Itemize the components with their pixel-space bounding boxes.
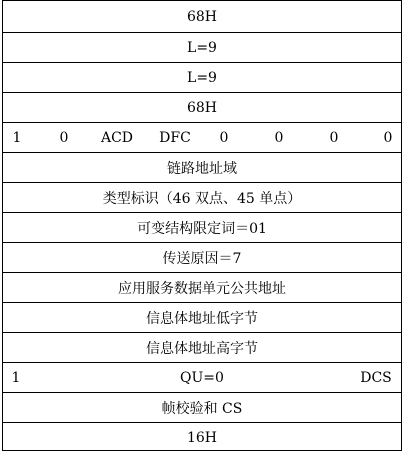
control-bit-6: 0: [274, 129, 284, 146]
control-bit-dfc: DFC: [159, 129, 191, 146]
qu-row-bit: 1: [11, 369, 21, 386]
table-row-cot: [3, 242, 401, 272]
asdu-address-label: 应用服务数据单元公共地址: [118, 280, 286, 297]
control-bit-5: 0: [219, 129, 229, 146]
type-id-label: 类型标识（46 双点、45 单点）: [102, 190, 302, 207]
table-row-link-address: [3, 152, 401, 182]
table-row-start-byte-2: [3, 92, 401, 122]
table-row-asdu-address: [3, 272, 401, 302]
frame-structure-table: [2, 0, 402, 451]
length-repeat-value: L=9: [187, 69, 217, 86]
dcs-label: DCS: [360, 369, 392, 386]
vsq-label: 可变结构限定词＝01: [137, 220, 267, 237]
end-byte-value: 16H: [186, 429, 218, 446]
table-row-checksum: [3, 392, 401, 422]
control-bit-7: 0: [329, 129, 339, 146]
table-row-vsq: [3, 212, 401, 242]
table-row-ioa-low: [3, 302, 401, 332]
start-byte-repeat-value: 68H: [186, 99, 218, 116]
ioa-low-label: 信息体地址低字节: [146, 310, 258, 327]
cot-label: 传送原因＝7: [162, 250, 242, 267]
table-row-start-byte: [3, 1, 401, 32]
control-bit-acd: ACD: [100, 129, 134, 146]
control-bit-1: 1: [12, 129, 22, 146]
checksum-label: 帧校验和 CS: [161, 400, 243, 417]
link-address-label: 链路地址域: [167, 160, 237, 177]
table-row-type-id: [3, 182, 401, 212]
start-byte-value: 68H: [186, 8, 218, 25]
table-row-length-1: [3, 32, 401, 62]
length-value: L=9: [187, 39, 217, 56]
ioa-high-label: 信息体地址高字节: [146, 340, 258, 357]
table-row-length-2: [3, 62, 401, 92]
control-bit-2: 0: [59, 129, 69, 146]
qu-value: QU=0: [180, 369, 224, 386]
control-bit-8: 0: [383, 129, 393, 146]
table-row-qu-dcs: [3, 362, 401, 392]
table-row-control-field: [3, 122, 401, 152]
table-row-end-byte: [3, 422, 401, 452]
table-row-ioa-high: [3, 332, 401, 362]
